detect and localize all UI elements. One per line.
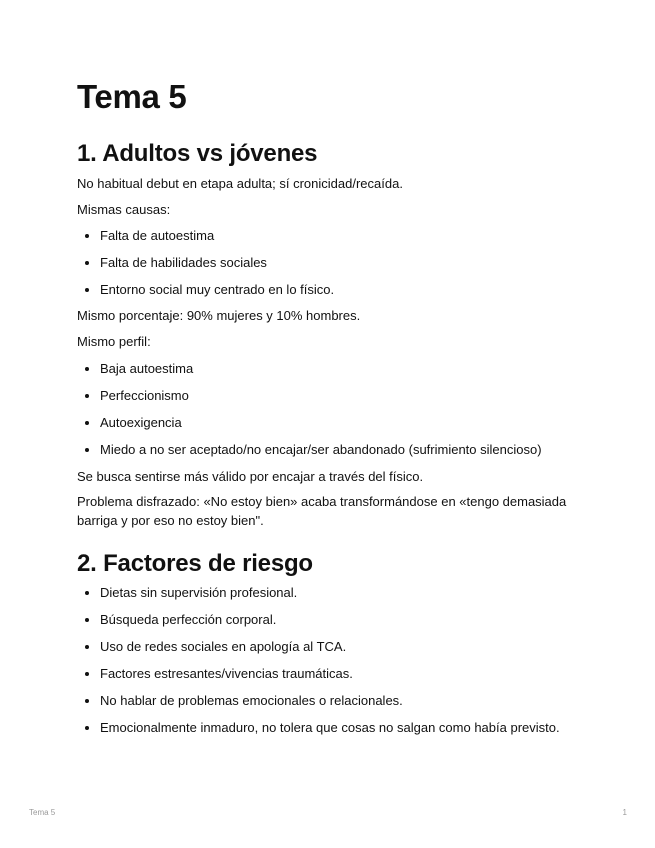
list-item: • No hablar de problemas emocionales o relacionales. [100,691,577,710]
list-item: • Dietas sin supervisión profesional. [100,583,577,602]
section-heading-adultos: 1. Adultos vs jóvenes [77,140,318,167]
paragraph-debut: No habitual debut en etapa adulta; sí cronicidad/recaída. [77,176,403,191]
list-item: • Miedo a no ser aceptado/no encajar/ser abandonado (sufrimiento silencioso) [100,440,577,459]
profile-list [77,359,577,459]
list-item: • Búsqueda perfección corporal. [100,610,577,629]
list-item: • Baja autoestima [100,359,577,378]
footer-document-title: Tema 5 [29,808,56,817]
causes-list [77,226,577,299]
list-item: • Emocionalmente inmaduro, no tolera que cosas no salgan como había previsto. [100,718,577,737]
list-item: • Falta de autoestima [100,226,577,245]
paragraph-problema-disfrazado: Problema disfrazado: «No estoy bien» acaba transformándose en «tengo demasiada barriga y por eso no estoy bien". [77,494,567,528]
paragraph-porcentaje: Mismo porcentaje: 90% mujeres y 10% hombres. [77,308,361,323]
list-item: • Entorno social muy centrado en lo físico. [100,280,577,299]
page-title: Tema 5 [77,78,187,115]
footer-page-number: 1 [622,808,627,817]
paragraph-sentirse-valido: Se busca sentirse más válido por encajar a través del físico. [77,469,424,484]
section-heading-factores: 2. Factores de riesgo [77,550,313,577]
list-item: • Factores estresantes/vivencias traumáticas. [100,664,577,683]
risk-factors-list [77,583,577,737]
list-item: • Autoexigencia [100,413,577,432]
document-page [77,78,577,737]
paragraph-mismo-perfil: Mismo perfil: [77,334,151,349]
list-item: • Perfeccionismo [100,386,577,405]
paragraph-mismas-causas: Mismas causas: [77,202,171,217]
list-item: • Uso de redes sociales en apología al TCA. [100,637,577,656]
list-item: • Falta de habilidades sociales [100,253,577,272]
